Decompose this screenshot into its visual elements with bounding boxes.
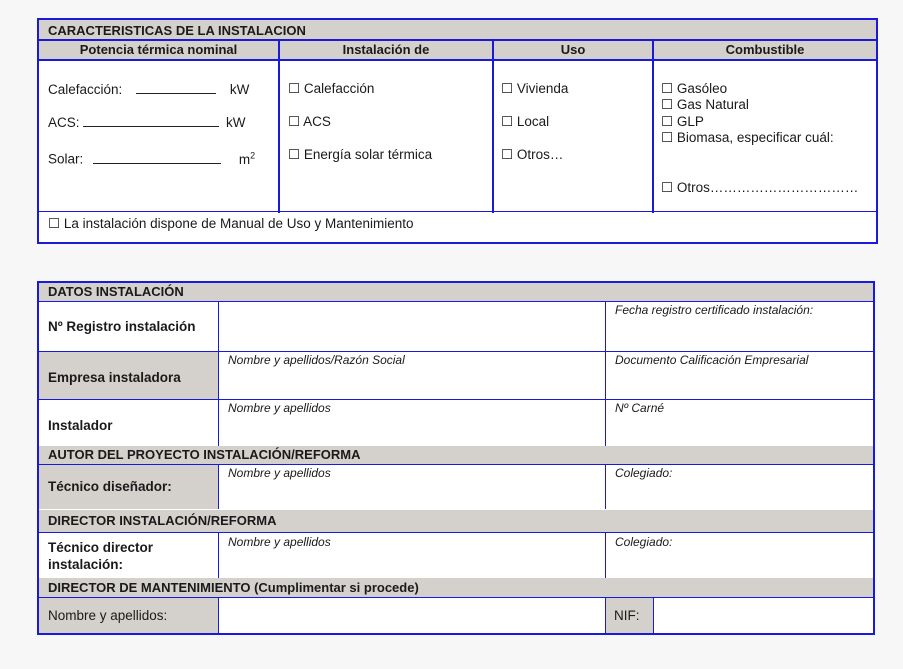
checkbox-natural-gas[interactable]: ☐ Gas Natural [661,97,749,112]
column-divider [492,41,494,213]
acs-power-field[interactable] [83,114,219,127]
installer-label: Instalador [39,400,218,445]
column-header-row [39,41,876,61]
heating-power-row [48,81,249,98]
checkbox-acs[interactable]: ☐ ACS [288,114,331,129]
registry-label: Nº Registro instalación [39,302,218,351]
installation-data-table [37,281,875,635]
checkbox-diesel[interactable]: ☐ Gasóleo [661,81,728,96]
maintenance-nif-field[interactable] [654,598,873,633]
column-divider [605,598,606,633]
acs-power-row [48,114,246,131]
solar-area-label: Solar: [48,151,84,167]
director-label-line2: instalación: [48,557,124,572]
checkbox-heating[interactable]: ☐ Calefacción [288,81,375,96]
director-collegiate-hint[interactable]: Colegiado: [615,535,673,549]
column-divider [218,533,219,578]
column-header-power: Potencia térmica nominal [79,42,238,57]
checkbox-biomass[interactable]: ☐ Biomasa, especificar cuál: [661,130,834,145]
checkbox-other-fuel[interactable]: ☐ Otros…………………………… [661,180,859,195]
registry-date-hint: Fecha registro certificado instalación: [615,303,814,317]
heating-power-label: Calefacción: [48,82,123,97]
company-document-hint[interactable]: Documento Calificación Empresarial [615,353,809,367]
section-project-author: AUTOR DEL PROYECTO INSTALACIÓN/REFORMA [39,446,873,464]
column-divider [278,41,280,213]
director-label-line1: Técnico director [48,540,154,555]
company-name-hint[interactable]: Nombre y apellidos/Razón Social [228,353,405,367]
row-divider [39,211,876,212]
maintenance-name-field[interactable] [219,598,605,633]
designer-label: Técnico diseñador: [39,465,218,509]
checkbox-solar-thermal[interactable]: ☐ Energía solar térmica [288,147,433,162]
column-header-fuel: Combustible [725,42,805,57]
maintenance-name-label: Nombre y apellidos: [39,598,218,633]
director-name-hint[interactable]: Nombre y apellidos [228,535,331,549]
checkbox-premises[interactable]: ☐ Local [501,114,550,129]
solar-area-field[interactable] [93,151,221,164]
section-title: CARACTERISTICAS DE LA INSTALACION [39,20,876,41]
column-divider [605,302,606,446]
checkbox-other-use[interactable]: ☐ Otros… [501,147,564,162]
installation-characteristics-table [37,18,878,244]
solar-area-unit: $m^2$ [238,150,256,167]
checkbox-manual[interactable]: ☐ La instalación dispone de Manual de Uso y Mantenimiento [48,216,414,231]
column-divider [605,465,606,509]
section-installation-data: DATOS INSTALACIÓN [39,283,873,301]
installer-card-hint[interactable]: Nº Carné [615,401,665,415]
checkbox-lpg[interactable]: ☐ GLP [661,114,704,129]
acs-power-label: ACS: [48,115,80,130]
column-divider [218,302,219,446]
section-maintenance-director: DIRECTOR DE MANTENIMIENTO (Cumplimentar si procede) [39,578,873,597]
designer-collegiate-hint[interactable]: Colegiado: [615,466,673,480]
acs-power-unit: kW [226,115,246,130]
checkbox-dwelling[interactable]: ☐ Vivienda [501,81,569,96]
director-label [39,533,218,578]
column-divider [652,41,654,213]
section-installation-director: DIRECTOR INSTALACIÓN/REFORMA [39,510,873,532]
column-header-use: Uso [560,42,586,57]
heating-power-field[interactable] [136,81,216,94]
column-header-installation: Instalación de [342,42,430,57]
installer-name-hint[interactable]: Nombre y apellidos [228,401,331,415]
maintenance-nif-label: NIF: [605,598,653,633]
column-divider [218,465,219,509]
solar-area-row [48,147,255,168]
designer-name-hint[interactable]: Nombre y apellidos [228,466,331,480]
column-divider [605,533,606,578]
heating-power-unit: kW [229,82,250,97]
company-label: Empresa instaladora [39,352,218,399]
